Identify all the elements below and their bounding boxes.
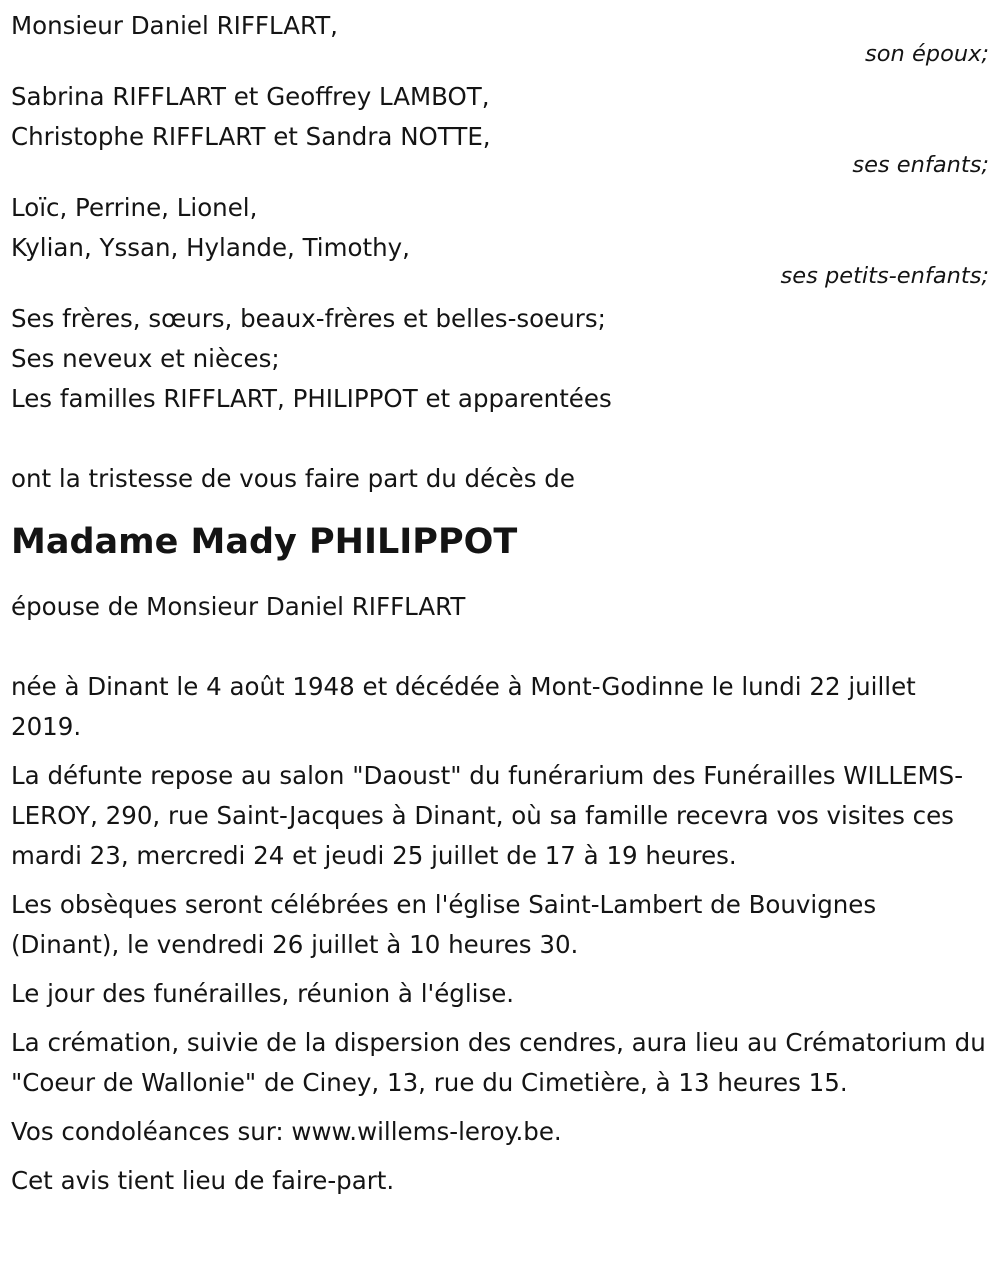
grandchild-line: Loïc, Perrine, Lionel, [11, 193, 258, 222]
birth-death-paragraph: née à Dinant le 4 août 1948 et décédée à Mont-Godinne le lundi 22 juillet 2019. [11, 672, 916, 741]
relatives-line: Ses neveux et nièces; [11, 344, 280, 373]
children-role: ses enfants; [852, 152, 989, 178]
condolences-paragraph: Vos condoléances sur: www.willems-leroy.be. [11, 1117, 562, 1146]
grandchildren-role: ses petits-enfants; [780, 263, 989, 289]
notice-paragraph: Cet avis tient lieu de faire-part. [11, 1166, 395, 1195]
cremation-paragraph: La crémation, suivie de la dispersion des cendres, aura lieu au Crématorium du "Coeur de Wallonie" de Ciney, 13, rue du Cimetière, à 13 heures 15. [11, 1028, 986, 1097]
child-line: Sabrina RIFFLART et Geoffrey LAMBOT, [11, 82, 490, 111]
relatives-line: Les familles RIFFLART, PHILIPPOT et apparentées [11, 384, 612, 413]
child-line: Christophe RIFFLART et Sandra NOTTE, [11, 122, 491, 151]
visitation-paragraph: La défunte repose au salon "Daoust" du funérarium des Funérailles WILLEMS-LEROY, 290, rue Saint-Jacques à Dinant, où sa famille recevra vos visites ces mardi 23, mercredi 24 et jeudi 25 juillet de 17 à 19 heures. [11, 761, 964, 870]
meeting-paragraph: Le jour des funérailles, réunion à l'église. [11, 979, 515, 1008]
obituary-notice [11, 6, 989, 1210]
announcement-text: ont la tristesse de vous faire part du décès de [11, 464, 575, 493]
relatives-line: Ses frères, sœurs, beaux-frères et belles-soeurs; [11, 304, 606, 333]
funeral-paragraph: Les obsèques seront célébrées en l'église Saint-Lambert de Bouvignes (Dinant), le vendredi 26 juillet à 10 heures 30. [11, 890, 877, 959]
spouse-role: son époux; [865, 41, 989, 67]
deceased-name: Madame Mady PHILIPPOT [11, 522, 518, 562]
grandchild-line: Kylian, Yssan, Hylande, Timothy, [11, 233, 410, 262]
spouse-of-text: épouse de Monsieur Daniel RIFFLART [11, 592, 466, 621]
spouse-name: Monsieur Daniel RIFFLART, [11, 11, 338, 40]
